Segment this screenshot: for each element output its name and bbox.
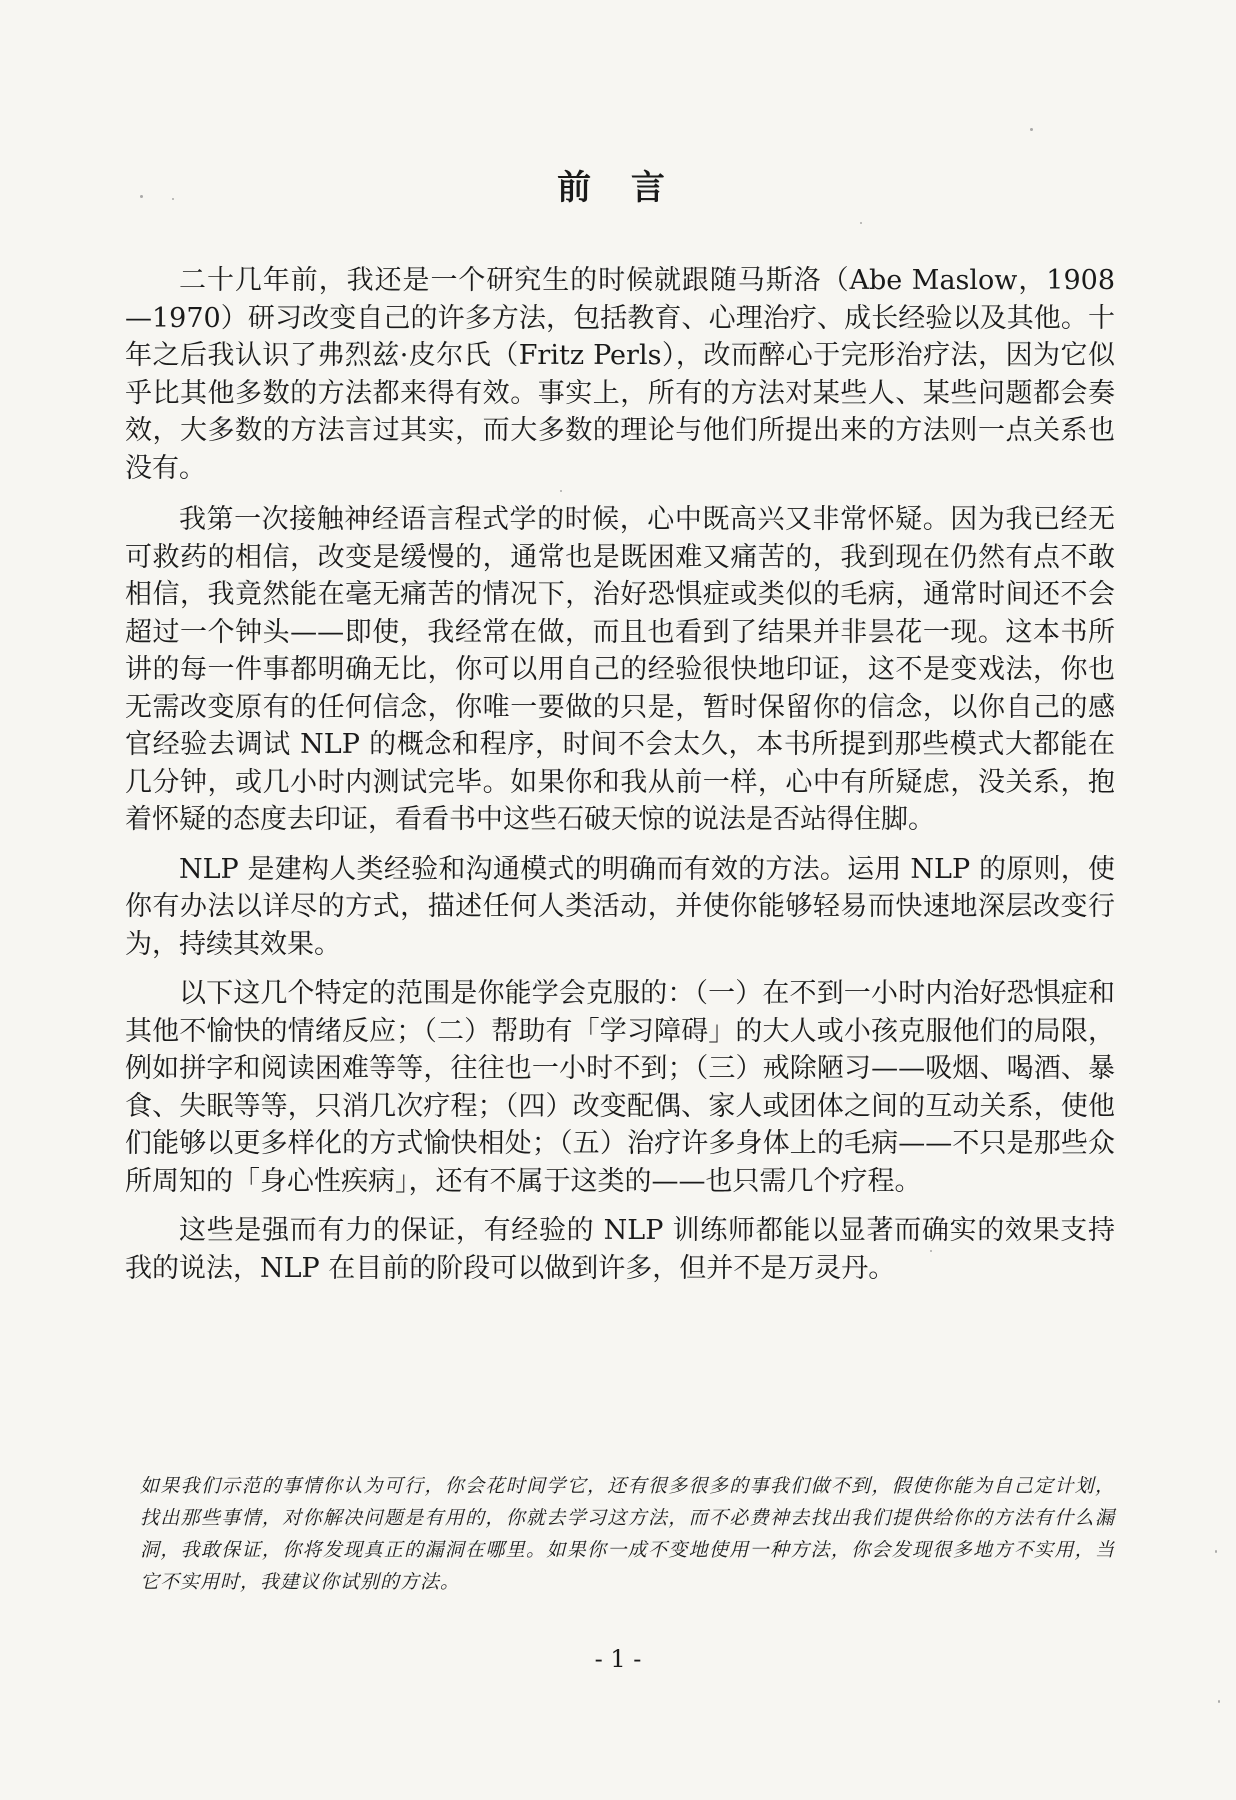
scan-speck (1030, 128, 1033, 131)
page-title: 前 言 (557, 168, 679, 208)
closing-quote: 如果我们示范的事情你认为可行，你会花时间学它，还有很多很多的事我们做不到，假使你能为自己定计划，找出那些事情，对你解决问题是有用的，你就去学习这方法，而不必费神去找出我们提供给你的方法有什么漏洞，我敢保证，你将发现真正的漏洞在哪里。如果你一成不变地使用一种方法，你会发现很多地方不实用，当它不实用时，我建议你试别的方法。 (140, 1475, 1115, 1593)
scan-speck (860, 222, 862, 224)
scan-speck (1218, 1700, 1220, 1703)
scan-speck (172, 198, 174, 200)
page-number: - 1 - (594, 1645, 642, 1673)
paragraph-3: NLP 是建构人类经验和沟通模式的明确而有效的方法。运用 NLP 的原则，使你有办法以详尽的方式，描述任何人类活动，并使你能够轻易而快速地深层改变行为，持续其效果。 (125, 853, 1115, 960)
paragraph-1: 二十几年前，我还是一个研究生的时候就跟随马斯洛（Abe Maslow，1908—1970）研习改变自己的许多方法，包括教育、心理治疗、成长经验以及其他。十年之后我认识了弗烈兹·皮尔氏（Fritz Perls），改而醉心于完形治疗法，因为它似乎比其他多数的方法都来得有效。事实上，所有的方法对某些人、某些问题都会奏效，大多数的方法言过其实，而大多数的理论与他们所提出来的方法则一点关系也没有。 (125, 265, 1115, 484)
scan-speck (1215, 1550, 1217, 1553)
scan-speck (560, 490, 562, 492)
scan-speck (930, 1250, 932, 1252)
body-text (125, 262, 1115, 1299)
paragraph-2: 我第一次接触神经语言程式学的时候，心中既高兴又非常怀疑。因为我已经无可救药的相信，改变是缓慢的，通常也是既困难又痛苦的，我到现在仍然有点不敢相信，我竟然能在毫无痛苦的情况下，治好恐惧症或类似的毛病，通常时间还不会超过一个钟头——即使，我经常在做，而且也看到了结果并非昙花一现。这本书所讲的每一件事都明确无比，你可以用自己的经验很快地印证，这不是变戏法，你也无需改变原有的任何信念，你唯一要做的只是，暂时保留你的信念，以你自己的感官经验去调试 NLP 的概念和程序，时间不会太久，本书所提到那些模式大都能在几分钟，或几小时内测试完毕。如果你和我从前一样，心中有所疑虑，没关系，抱着怀疑的态度去印证，看看书中这些石破天惊的说法是否站得住脚。 (125, 504, 1115, 835)
paragraph-4: 以下这几个特定的范围是你能学会克服的：（一）在不到一小时内治好恐惧症和其他不愉快的情绪反应；（二）帮助有「学习障碍」的大人或小孩克服他们的局限，例如拼字和阅读困难等等，往往也一小时不到；（三）戒除陋习——吸烟、喝酒、暴食、失眠等等，只消几次疗程；（四）改变配偶、家人或团体之间的互动关系，使他们能够以更多样化的方式愉快相处；（五）治疗许多身体上的毛病——不只是那些众所周知的「身心性疾病」，还有不属于这类的——也只需几个疗程。 (125, 978, 1115, 1197)
paragraph-5: 这些是强而有力的保证，有经验的 NLP 训练师都能以显著而确实的效果支持我的说法，NLP 在目前的阶段可以做到许多，但并不是万灵丹。 (125, 1215, 1115, 1284)
scan-speck (140, 195, 143, 198)
